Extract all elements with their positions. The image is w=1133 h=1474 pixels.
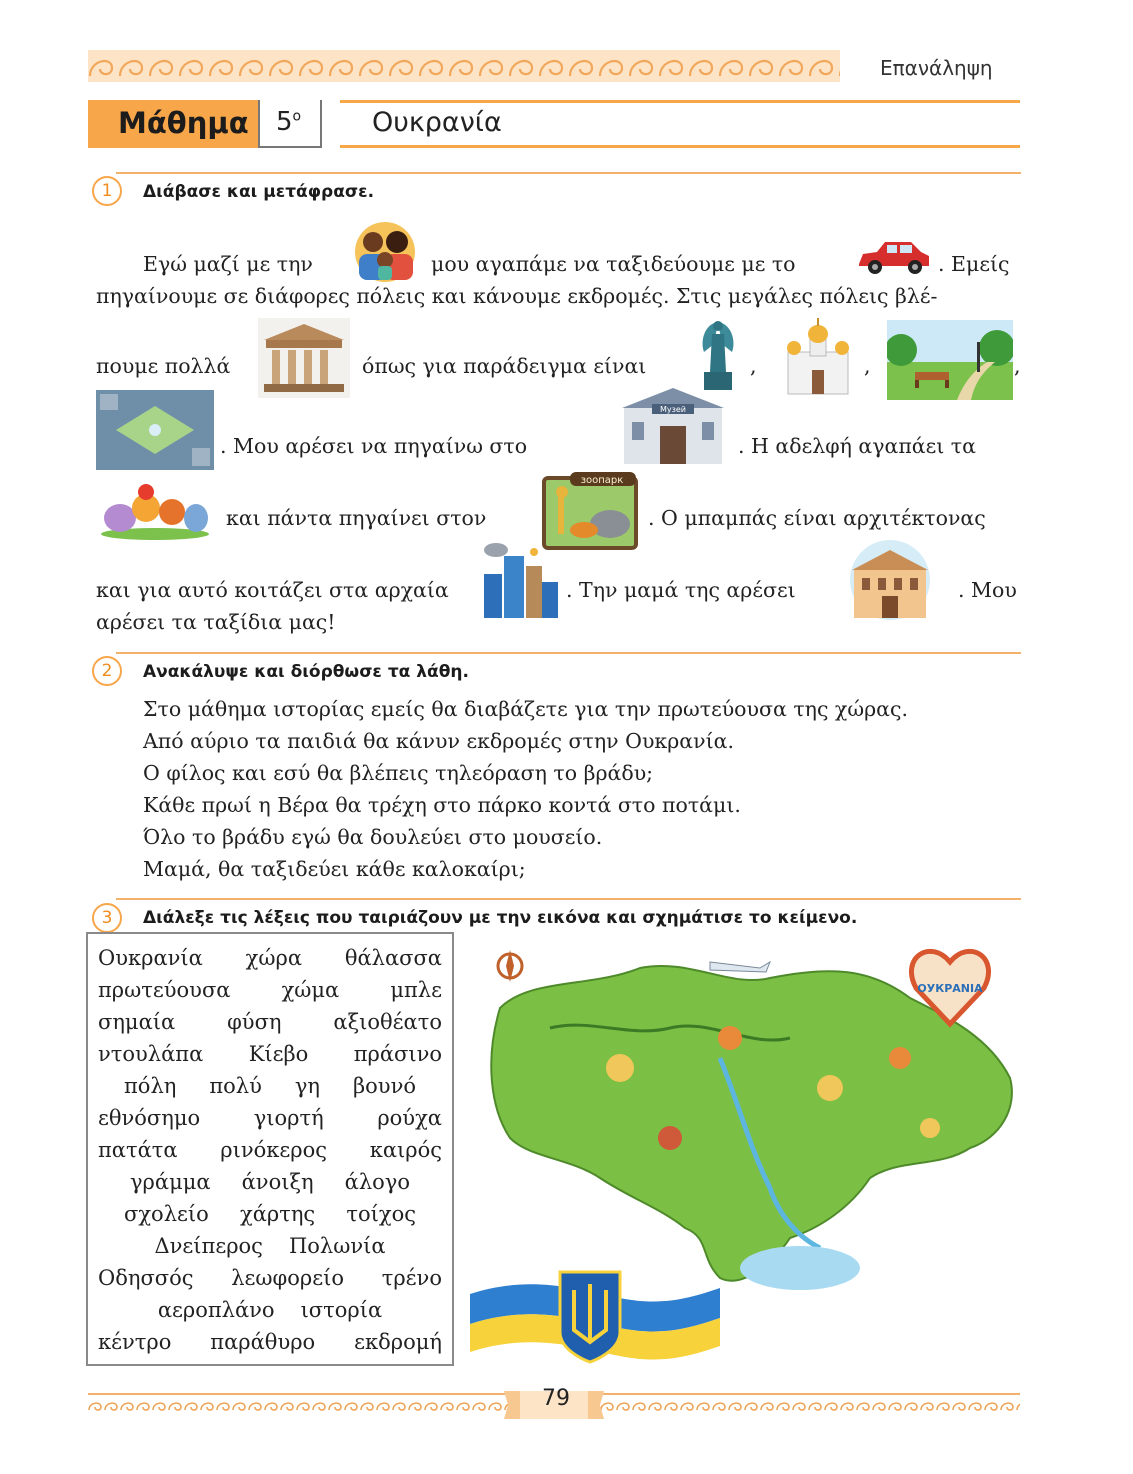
- word: χώμα: [281, 978, 340, 1002]
- park-icon: [887, 320, 1013, 400]
- word: γη: [294, 1074, 321, 1098]
- word-row: [98, 1042, 442, 1066]
- museum-label: Музей: [659, 405, 687, 414]
- word: γιορτή: [253, 1106, 324, 1130]
- word: ρινόκερος: [220, 1138, 328, 1162]
- word: πολύ: [209, 1074, 262, 1098]
- ex2-sentence: Στο μάθημα ιστορίας εμείς θα διαβάζετε για την πρωτεύουσα της χώρας.: [143, 697, 908, 721]
- word-row: [98, 1266, 442, 1290]
- ex2-sentence: Μαμά, θα ταξιδεύει κάθε καλοκαίρι;: [143, 857, 526, 881]
- word: αξιοθέατο: [333, 1010, 442, 1034]
- ex1-text: και για αυτό κοιτάζει στα αρχαία: [96, 578, 449, 602]
- car-icon: [855, 238, 933, 276]
- exercise-3-badge: 3: [92, 903, 122, 933]
- word: ιστορία: [300, 1298, 383, 1322]
- word: εθνόσημο: [98, 1106, 201, 1130]
- lesson-bar-top-line: [340, 100, 1020, 103]
- map-heart-label: ОУКРАΝΙΑ: [917, 982, 983, 995]
- ex2-sentence: Ο φίλος και εσύ θα βλέπεις τηλεόραση το βράδυ;: [143, 761, 654, 785]
- word-row: [124, 1074, 416, 1098]
- family-icon: [345, 220, 425, 284]
- word: άνοιξη: [241, 1170, 314, 1194]
- angel-statue-icon: [694, 314, 742, 394]
- airplane-icon: [710, 962, 770, 972]
- ex2-sentence: Όλο το βράδυ εγώ θα δουλεύει στο μουσείο.: [143, 825, 603, 849]
- ancient-building-icon: [258, 318, 350, 398]
- animals-icon: [100, 478, 210, 540]
- word: ρούχα: [377, 1106, 442, 1130]
- ex1-text: αρέσει τα ταξίδια μας!: [96, 610, 336, 634]
- exercise-2-title: Ανακάλυψε και διόρθωσε τα λάθη.: [143, 662, 469, 682]
- lesson-word: Μάθημα: [118, 106, 249, 140]
- museum-icon: [618, 384, 728, 468]
- exercise-1-divider: [116, 172, 1021, 174]
- word: χώρα: [245, 946, 303, 970]
- ex1-text: πουμε πολλά: [96, 354, 231, 378]
- word: κέντρο: [98, 1330, 172, 1354]
- exercise-2-divider: [116, 652, 1021, 654]
- section-label: Επανάληψη: [880, 56, 993, 80]
- word: θάλασσα: [344, 946, 442, 970]
- church-icon: [776, 312, 860, 398]
- word: ντουλάπα: [98, 1042, 204, 1066]
- word: πράσινο: [353, 1042, 442, 1066]
- zoo-label: зоопарк: [580, 475, 624, 486]
- ex1-text: . Μου: [958, 578, 1017, 602]
- exercise-2-badge: 2: [92, 656, 122, 686]
- ex1-text: και πάντα πηγαίνει στον: [226, 506, 487, 530]
- word: Πολωνία: [288, 1234, 386, 1258]
- lesson-bar-bottom-line: [340, 145, 1020, 148]
- word-row: [98, 1298, 442, 1322]
- ex2-sentence: Κάθε πρωί η Βέρα θα τρέχη στο πάρκο κοντά στο ποτάμι.: [143, 793, 741, 817]
- ex1-text: ,: [750, 354, 757, 378]
- word: τοίχος: [346, 1202, 416, 1226]
- ex1-text: ,: [864, 354, 871, 378]
- ex1-text: πηγαίνουμε σε διάφορες πόλεις και κάνουμε εκδρομές. Στις μεγάλες πόλεις βλέ-: [96, 284, 938, 308]
- ex1-text: όπως για παράδειγμα είναι: [362, 354, 647, 378]
- word: φύση: [227, 1010, 282, 1034]
- word-row: [98, 946, 442, 970]
- word: καιρός: [369, 1138, 442, 1162]
- word-row: [98, 1138, 442, 1162]
- ex2-sentence: Από αύριο τα παιδιά θα κάνυν εκδρομές στην Ουκρανία.: [143, 729, 734, 753]
- ex1-text: μου αγαπάμε να ταξιδεύουμε με το: [431, 252, 796, 276]
- word: άλογο: [344, 1170, 410, 1194]
- word: σχολείο: [124, 1202, 209, 1226]
- word-row: [98, 1010, 442, 1034]
- word-row: [98, 978, 442, 1002]
- word: παράθυρο: [210, 1330, 316, 1354]
- ex1-text: . Την μαμά της αρέσει: [566, 578, 796, 602]
- word: πρωτεύουσα: [98, 978, 231, 1002]
- word: αεροπλάνο: [157, 1298, 275, 1322]
- word-row: [98, 1234, 442, 1258]
- top-wave-ornament: [88, 50, 840, 82]
- page-number: 79: [542, 1386, 570, 1411]
- word-row: [124, 1202, 416, 1226]
- city-square-icon: [96, 390, 214, 470]
- word: πόλη: [124, 1074, 177, 1098]
- lesson-title: Ουκρανία: [372, 107, 502, 138]
- lesson-number: $5^o$: [276, 107, 302, 137]
- ex1-text: . Μου αρέσει να πηγαίνω στο: [220, 434, 528, 458]
- word-row: [98, 1330, 442, 1354]
- theatre-icon: [842, 540, 938, 624]
- ex1-text: . Εμείς: [938, 252, 1010, 276]
- word: γράμμα: [130, 1170, 211, 1194]
- exercise-3-title: Διάλεξε τις λέξεις που ταιριάζουν με την εικόνα και σχημάτισε το κείμενο.: [143, 908, 858, 928]
- word: πατάτα: [98, 1138, 178, 1162]
- word: σημαία: [98, 1010, 176, 1034]
- exercise-1-title: Διάβασε και μετάφρασε.: [143, 182, 375, 202]
- word: βουνό: [353, 1074, 416, 1098]
- exercise-1-badge: 1: [92, 176, 122, 206]
- ex1-text: . Ο μπαμπάς είναι αρχιτέκτονας: [648, 506, 986, 530]
- word: μπλε: [390, 978, 442, 1002]
- word: εκδρομή: [354, 1330, 442, 1354]
- word: τρένο: [381, 1266, 442, 1290]
- ex1-text: Εγώ μαζί με την: [143, 252, 313, 276]
- word-row: [130, 1170, 410, 1194]
- ex1-text: . Η αδελφή αγαπάει τα: [738, 434, 976, 458]
- exercise-3-divider: [116, 898, 1021, 900]
- ukraine-flag-icon: [470, 1272, 720, 1362]
- word: Οδησσός: [98, 1266, 194, 1290]
- word: χάρτης: [239, 1202, 316, 1226]
- skyscrapers-icon: [480, 538, 562, 620]
- word: λεωφορείο: [231, 1266, 344, 1290]
- ex1-text: ,: [1014, 354, 1021, 378]
- ukraine-map-icon: [470, 938, 1022, 1366]
- compass-icon: [498, 950, 522, 982]
- word: Κίεβο: [248, 1042, 309, 1066]
- word-row: [98, 1106, 442, 1130]
- word: Δνείπερος: [154, 1234, 263, 1258]
- word: Ουκρανία: [98, 946, 203, 970]
